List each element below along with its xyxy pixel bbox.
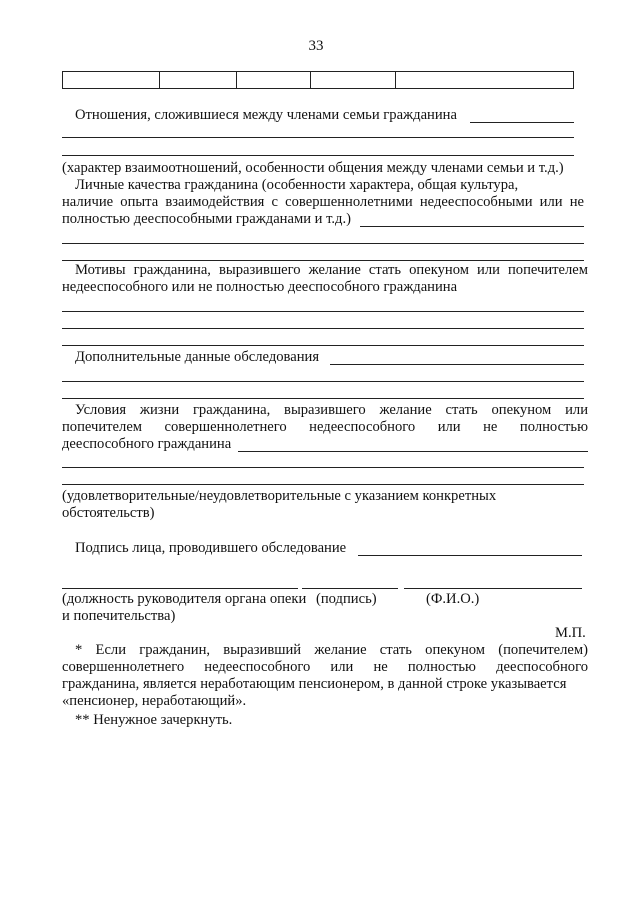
sign-signature-line: [302, 588, 398, 589]
relations-label: Отношения, сложившиеся между членами семьи гражданина: [75, 107, 457, 123]
table-row: [63, 72, 574, 89]
personal-qualities-fill-line: [360, 226, 584, 227]
header-table-fragment: [62, 71, 574, 89]
footnote-2: ** Ненужное зачеркнуть.: [75, 712, 233, 728]
motives-blank-line: [62, 345, 584, 346]
relations-note: (характер взаимоотношений, особенности общения между членами семьи и т.д.): [62, 160, 564, 176]
footnote-1-line1: * Если гражданин, выразивший желание стать опекуном (попечителем): [75, 642, 588, 658]
additional-fill-line: [330, 364, 584, 365]
signature-fill-line: [358, 555, 582, 556]
motives-blank-line: [62, 328, 584, 329]
relations-blank-line: [62, 155, 574, 156]
personal-qualities-line2: наличие опыта взаимодействия с совершеннолетними недееспособными или не: [62, 194, 584, 210]
table-cell: [160, 72, 237, 89]
living-conditions-blank-line: [62, 467, 584, 468]
name-caption: (Ф.И.О.): [426, 591, 480, 607]
living-conditions-fill-line: [238, 451, 588, 452]
footnote-1-line2: совершеннолетнего недееспособного или не полностью дееспособного: [62, 659, 588, 675]
personal-qualities-blank-line: [62, 260, 584, 261]
living-conditions-line1: Условия жизни гражданина, выразившего желание стать опекуном или: [75, 402, 588, 418]
living-conditions-note1: (удовлетворительные/неудовлетворительные с указанием конкретных: [62, 488, 497, 504]
table-cell: [396, 72, 574, 89]
personal-qualities-line1: Личные качества гражданина (особенности характера, общая культура,: [75, 177, 519, 193]
table-cell: [311, 72, 396, 89]
motives-line1: Мотивы гражданина, выразившего желание стать опекуном или попечителем: [75, 262, 588, 278]
signature-label: Подпись лица, проводившего обследование: [75, 540, 347, 556]
position-caption-cont: и попечительства): [62, 608, 176, 624]
sign-caption: (подпись): [316, 591, 377, 607]
position-signature-line: [62, 588, 298, 589]
additional-blank-line: [62, 398, 584, 399]
personal-qualities-blank-line: [62, 243, 584, 244]
stamp-place: М.П.: [555, 625, 586, 641]
additional-blank-line: [62, 381, 584, 382]
living-conditions-line2: попечителем совершеннолетнего недееспособного или не полностью: [62, 419, 588, 435]
personal-qualities-line3: полностью дееспособными гражданами и т.д.): [62, 211, 351, 227]
table-cell: [237, 72, 311, 89]
relations-fill-line: [470, 122, 574, 123]
footnote-1-line4: «пенсионер, неработающий».: [62, 693, 247, 709]
living-conditions-blank-line: [62, 484, 584, 485]
motives-line2: недееспособного или не полностью дееспособного гражданина: [62, 279, 458, 295]
page-number: 33: [308, 38, 324, 54]
relations-blank-line: [62, 137, 574, 138]
position-caption: (должность руководителя органа опеки: [62, 591, 307, 607]
relations-row: [75, 107, 457, 124]
living-conditions-line3: дееспособного гражданина: [62, 436, 232, 452]
motives-blank-line: [62, 311, 584, 312]
table-cell: [63, 72, 160, 89]
additional-label: Дополнительные данные обследования: [75, 349, 320, 365]
footnote-1-line3: гражданина, является неработающим пенсионером, в данной строке указывается: [62, 676, 567, 692]
name-signature-line: [404, 588, 582, 589]
living-conditions-note2: обстоятельств): [62, 505, 155, 521]
